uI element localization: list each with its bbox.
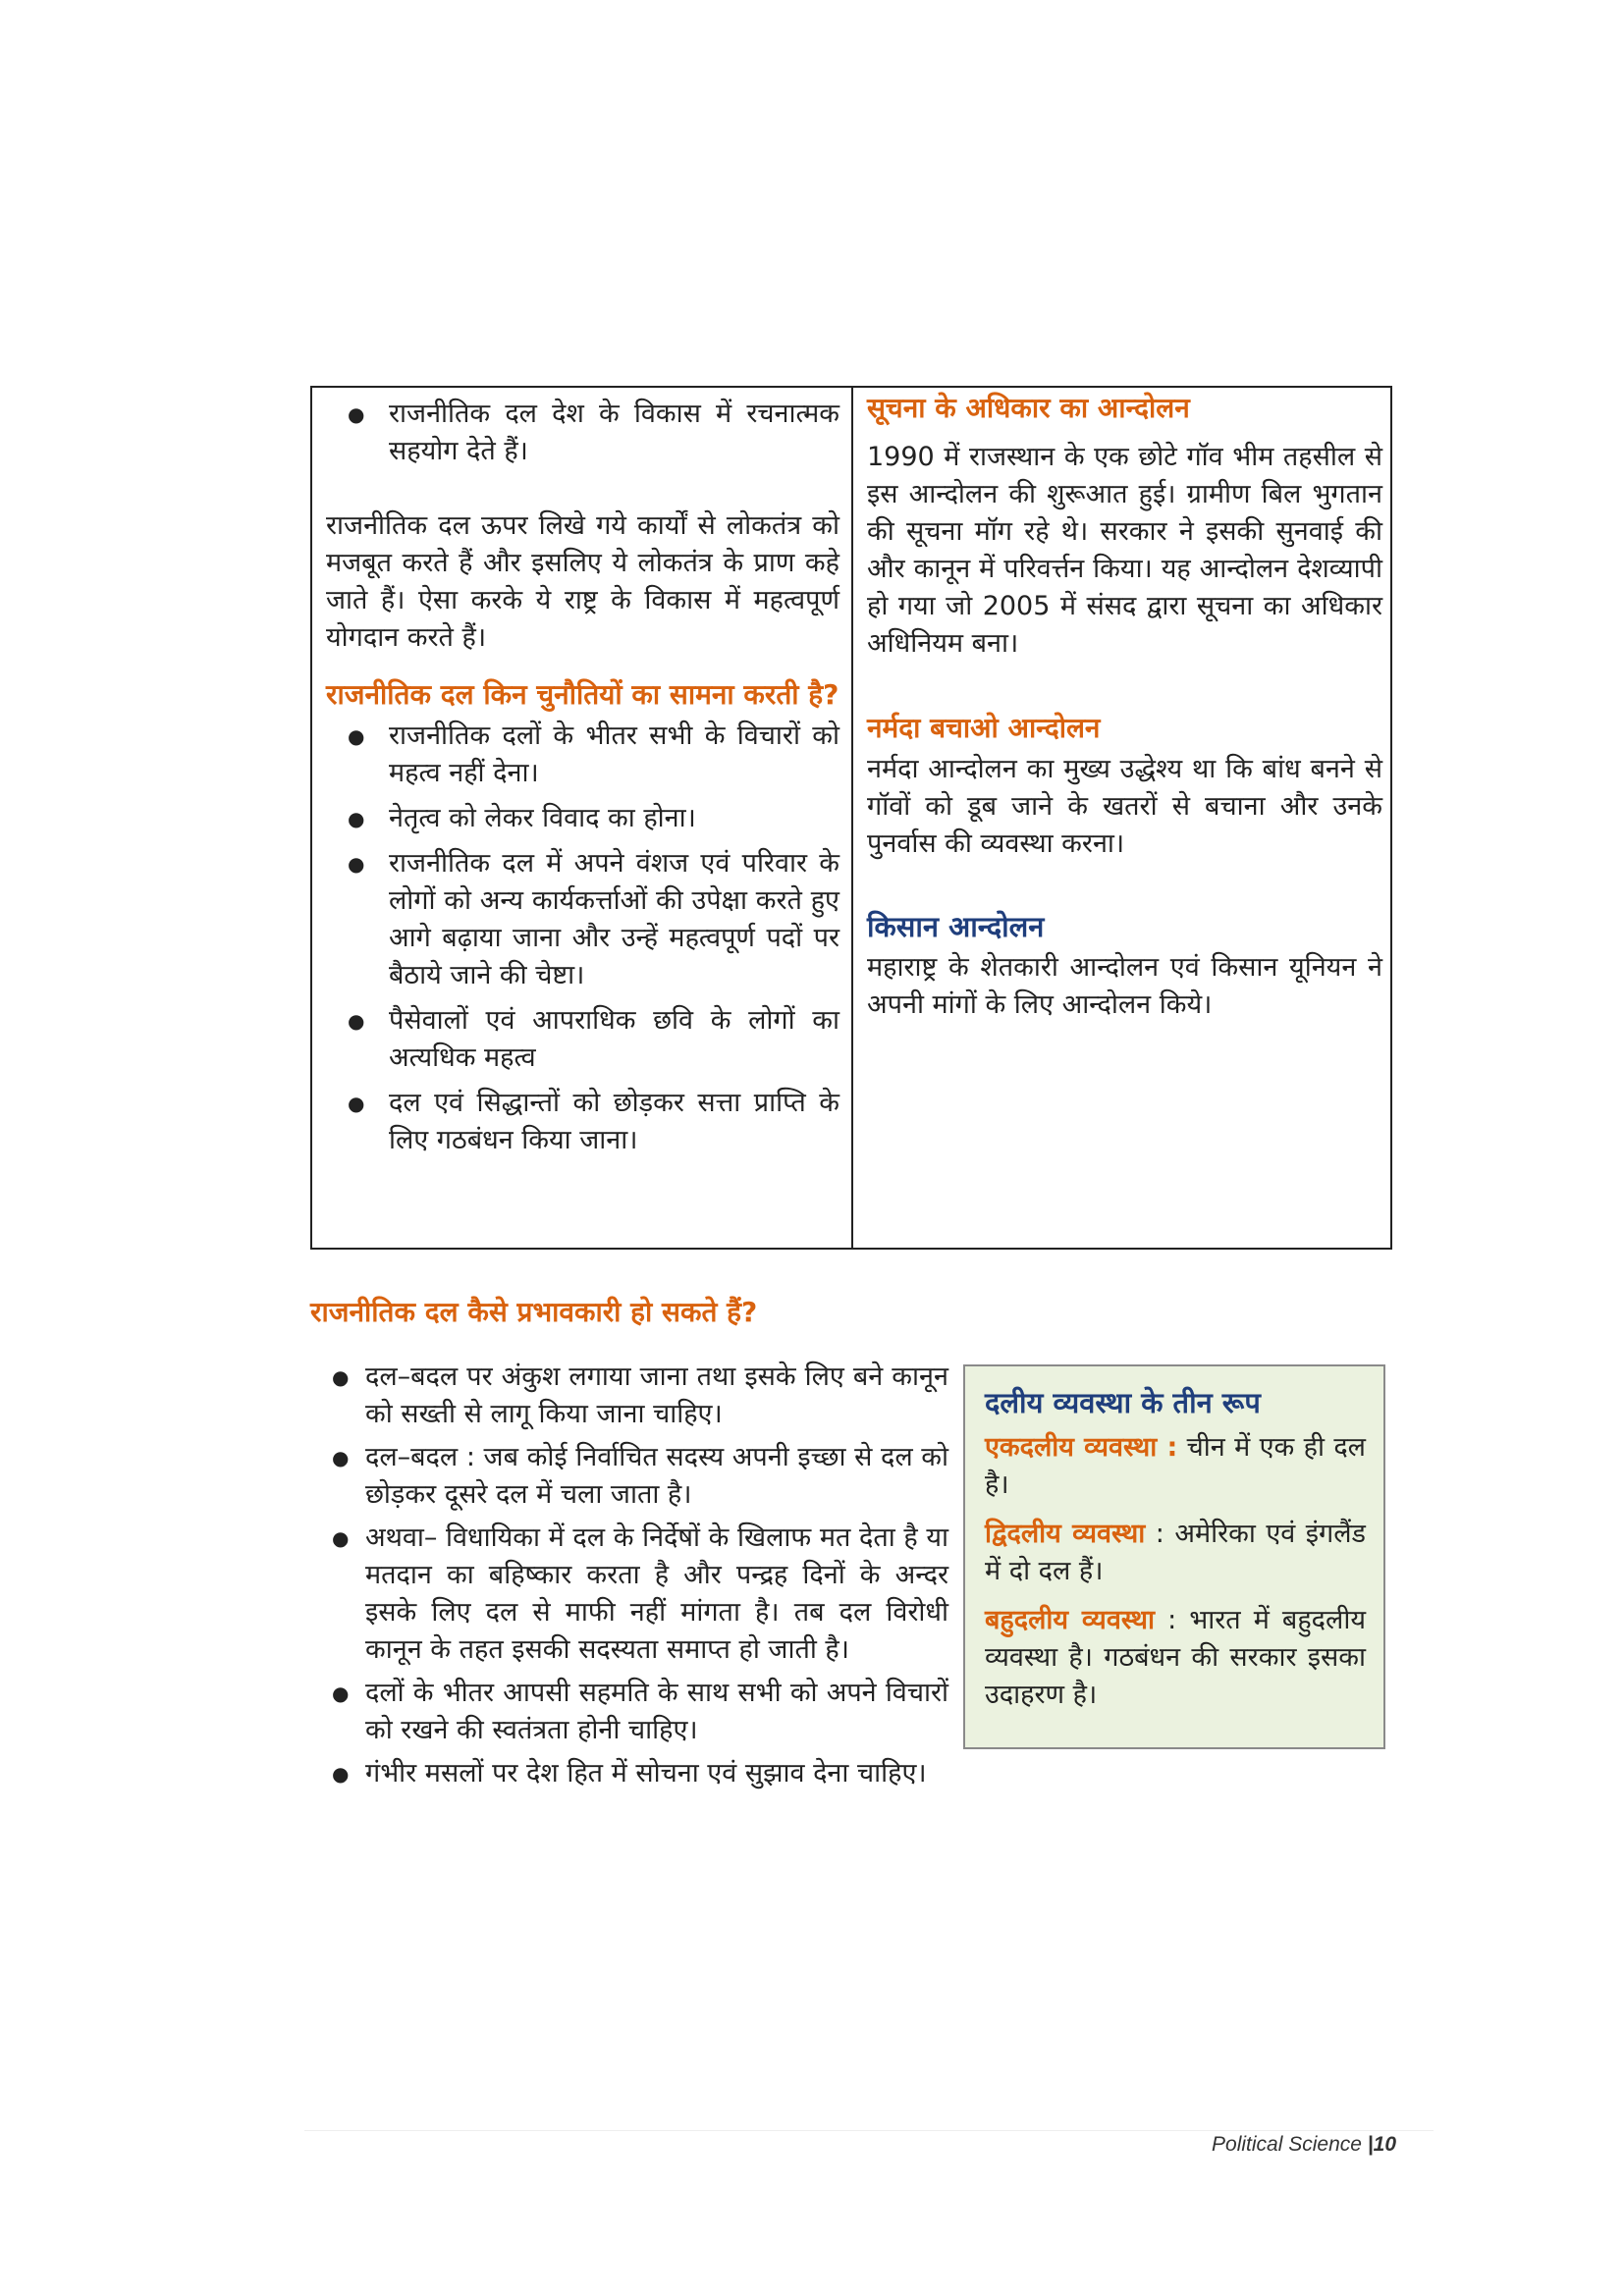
page-footer — [1212, 2133, 1396, 2157]
footer-subject: Political Science — [1212, 2133, 1362, 2156]
list-item: ● गंभीर मसलों पर देश हित में सोचना एवं सुझाव देना चाहिए। — [310, 1755, 1292, 1792]
multi-party-term: बहुदलीय व्यवस्था — [985, 1605, 1156, 1635]
effective-list — [310, 1359, 948, 1749]
narmada-heading: नर्मदा बचाओ आन्दोलन — [867, 712, 1101, 744]
narmada-text: नर्मदा आन्दोलन का मुख्य उद्धेश्य था कि बांध बनने से गॉवों को डूब जाने के खतरों से बचाना और उनके पुनर्वास की व्यवस्था करना। — [867, 754, 1382, 859]
kisan-text: महाराष्ट्र के शेतकारी आन्दोलन एवं किसान यूनियन ने अपनी मांगों के लिए आन्दोलन किये। — [867, 952, 1382, 1020]
functions-paragraph: राजनीतिक दल ऊपर लिखे गये कार्यों से लोकतंत्र को मजबूत करते हैं और इसलिए ये लोकतंत्र के प्राण कहे जाते हैं। ऐसा करके ये राष्ट्र के विकास में महत्वपूर्ण योगदान करते हैं। — [326, 510, 839, 653]
footer-divider — [304, 2130, 1434, 2131]
two-party-entry — [985, 1516, 1366, 1590]
effective-heading: राजनीतिक दल कैसे प्रभावकारी हो सकते हैं? — [310, 1296, 758, 1328]
challenges-heading: राजनीतिक दल किन चुनौतियों का सामना करती है? — [326, 678, 839, 711]
info-table — [310, 386, 1392, 1250]
list-item: ● राजनीतिक दल देश के विकास में रचनात्मक सहयोग देते हैं। — [326, 396, 839, 470]
list-item: ● अथवा– विधायिका में दल के निर्देषों के खिलाफ मत देता है या मतदान का बहिष्कार करता है और पन्द्रह दिनों के अन्दर इसके लिए दल से माफी नहीं मांगता है। तब दल विरोधी कानून के तहत इसकी सदस्यता समाप्त हो जाती है। — [310, 1520, 948, 1669]
list-item: ● दल–बदल पर अंकुश लगाया जाना तथा इसके लिए बने कानून को सख्ती से लागू किया जाना चाहिए। — [310, 1359, 948, 1433]
rti-text: 1990 में राजस्थान के एक छोटे गॉव भीम तहसील से इस आन्दोलन की शुरूआत हुई। ग्रामीण बिल भुगतान की सूचना मॉग रहे थे। सरकार ने इसकी सुनवाई की और कानून में परिवर्त्तन किया। यह आन्दोलन देशव्यापी हो गया जो 2005 में संसद द्वारा सूचना का अधिकार अधिनियम बना। — [867, 442, 1382, 659]
list-item: ● पैसेवालों एवं आपराधिक छवि के लोगों का अत्यधिक महत्व — [326, 1002, 839, 1077]
list-item: ● राजनीतिक दल में अपने वंशज एवं परिवार के लोगों को अन्य कार्यकर्त्ताओं की उपेक्षा करते हुए आगे बढ़ाया जाना और उन्हें महत्वपूर्ण पदों पर बैठाये जाने की चेष्टा। — [326, 845, 839, 994]
right-column — [853, 388, 1394, 1024]
list-item: ● दल एवं सिद्धान्तों को छोड़कर सत्ता प्राप्ति के लिए गठबंधन किया जाना। — [326, 1085, 839, 1159]
left-column — [312, 388, 851, 1159]
one-party-entry — [985, 1429, 1366, 1504]
list-item: ● दल–बदल : जब कोई निर्वाचित सदस्य अपनी इच्छा से दल को छोड़कर दूसरे दल में चला जाता है। — [310, 1439, 948, 1514]
multi-party-text: : भारत में बहुदलीय व्यवस्था है। गठबंधन की सरकार इसका उदाहरण है। — [985, 1605, 1366, 1710]
two-party-text: : अमेरिका एवं इंगलैंड में दो दल हैं। — [985, 1519, 1366, 1586]
rti-heading: सूचना के अधिकार का आन्दोलन — [867, 392, 1190, 424]
list-item: ● नेतृत्व को लेकर विवाद का होना। — [326, 800, 839, 837]
multi-party-entry — [985, 1602, 1366, 1714]
effective-list-last — [310, 1755, 1292, 1792]
list-item: ● राजनीतिक दलों के भीतर सभी के विचारों को महत्व नहीं देना। — [326, 718, 839, 792]
two-party-term: द्विदलीय व्यवस्था — [985, 1519, 1146, 1549]
one-party-text: चीन में एक ही दल है। — [985, 1432, 1366, 1500]
party-system-box — [963, 1364, 1385, 1749]
one-party-term: एकदलीय व्यवस्था : — [985, 1432, 1178, 1463]
intro-list — [326, 396, 839, 470]
page-number: |10 — [1367, 2133, 1396, 2156]
party-system-heading: दलीय व्यवस्था के तीन रूप — [985, 1386, 1261, 1419]
challenges-list — [326, 718, 839, 1159]
kisan-heading: किसान आन्दोलन — [867, 910, 1045, 943]
list-item: ● दलों के भीतर आपसी सहमति के साथ सभी को अपने विचारों को रखने की स्वतंत्रता होनी चाहिए। — [310, 1675, 948, 1749]
